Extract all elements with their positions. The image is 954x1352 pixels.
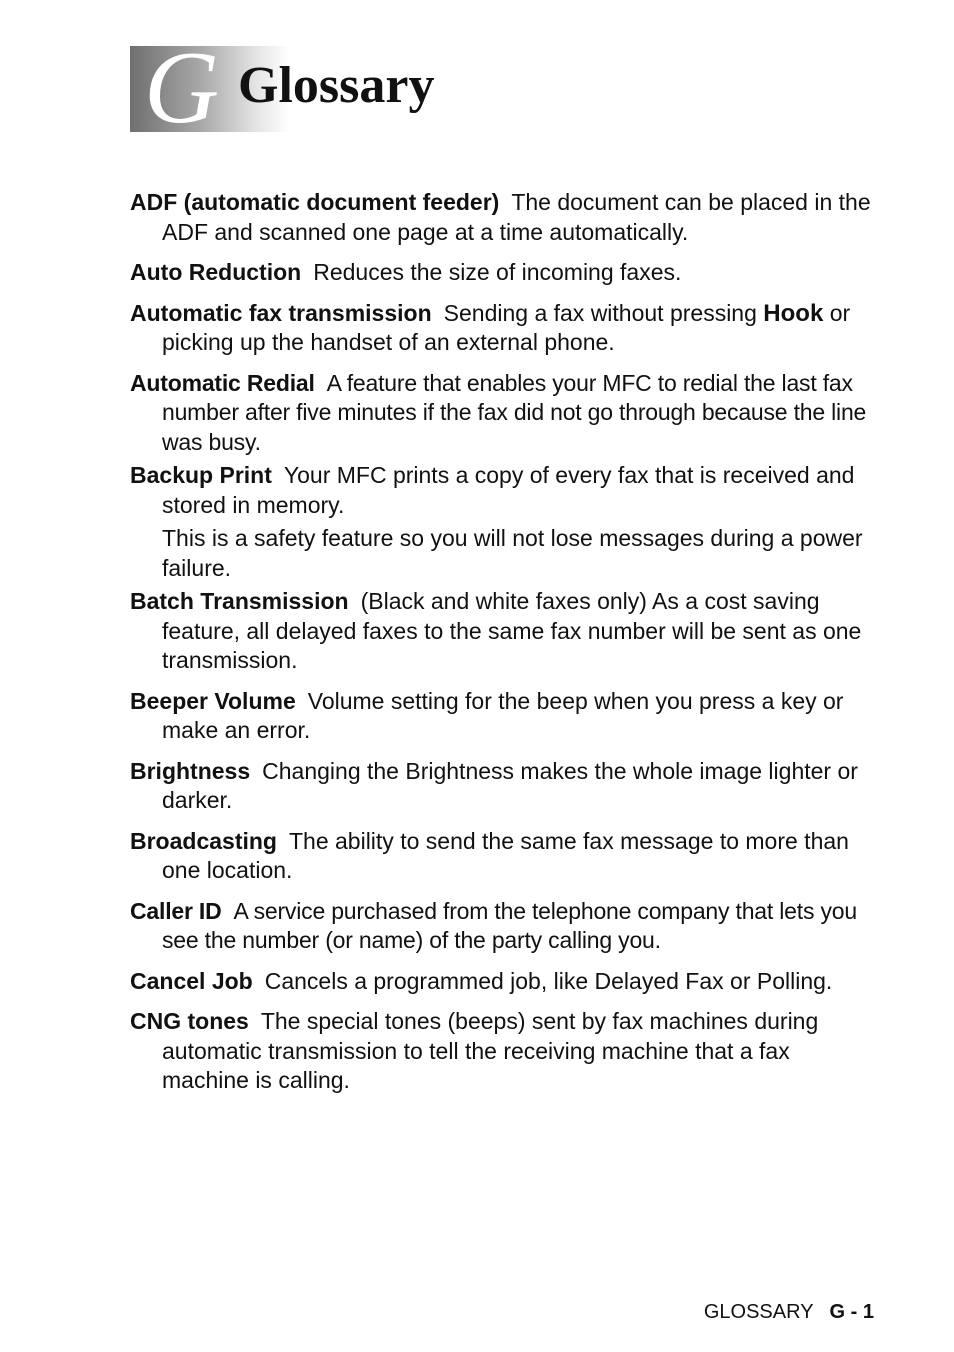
- glossary-entry-cng-tones: [130, 1007, 878, 1096]
- glossary-term: ADF (automatic document feeder): [130, 189, 500, 215]
- glossary-term: CNG tones: [130, 1008, 249, 1034]
- glossary-definition: The ability to send the same fax message to more than one location.: [162, 827, 849, 883]
- glossary-entry-batch-transmission: [130, 587, 878, 676]
- footer-section-label: GLOSSARY: [703, 1301, 814, 1323]
- glossary-definition: A service purchased from the telephone company that lets you see the number (or name) of the party calling you.: [162, 897, 857, 953]
- glossary-definition: Reduces the size of incoming faxes.: [313, 259, 682, 285]
- glossary-entry-backup-print-note: This is a safety feature so you will not lose messages during a power failure.: [162, 525, 863, 581]
- glossary-definition: Cancels a programmed job, like Delayed Fax or Polling.: [264, 967, 833, 994]
- glossary-entry-caller-id: [130, 897, 878, 956]
- chapter-header: [130, 46, 550, 134]
- glossary-definition: The special tones (beeps) sent by fax machines during automatic transmission to tell the receiving machine that a fax machine is calling.: [162, 1008, 819, 1093]
- glossary-entry-adf: [130, 188, 878, 247]
- glossary-definition: Volume setting for the beep when you press a key or make an error.: [162, 687, 844, 743]
- chapter-letter: G: [144, 46, 220, 132]
- glossary-term: Automatic Redial: [130, 369, 315, 396]
- glossary-term: Automatic fax transmission: [130, 299, 432, 326]
- glossary-definition: Changing the Brightness makes the whole image lighter or darker.: [162, 757, 858, 813]
- glossary-term: Cancel Job: [130, 967, 253, 994]
- glossary-entry-brightness: [130, 757, 878, 816]
- glossary-definition: (Black and white faxes only) As a cost saving feature, all delayed faxes to the same fax number will be sent as one transmission.: [162, 588, 862, 673]
- glossary-entry-backup-print: [130, 461, 878, 520]
- glossary-term: Beeper Volume: [130, 687, 296, 714]
- glossary-term: Auto Reduction: [130, 259, 302, 285]
- glossary-term: Batch Transmission: [130, 588, 349, 614]
- glossary-definition: Sending a fax without pressing: [443, 299, 757, 326]
- glossary-definition: Your MFC prints a copy of every fax that is received and stored in memory.: [162, 462, 855, 518]
- glossary-entry-automatic-fax-transmission: [130, 299, 878, 358]
- glossary-list: [130, 188, 878, 1107]
- page-number: G - 1: [829, 1301, 874, 1323]
- glossary-term: Broadcasting: [130, 827, 277, 854]
- glossary-entry-broadcasting: [130, 827, 878, 886]
- glossary-term: Brightness: [130, 757, 251, 784]
- page-title: Glossary: [238, 57, 435, 114]
- hook-key-label: Hook: [763, 299, 824, 327]
- glossary-definition: A feature that enables your MFC to redial the last fax number after five minutes if the fax did not go through because the line was busy.: [162, 369, 867, 455]
- glossary-entry-beeper-volume: [130, 687, 878, 746]
- glossary-entry-cancel-job: [130, 967, 878, 997]
- glossary-definition: The document can be placed in the ADF and scanned one page at a time automatically.: [162, 189, 871, 245]
- glossary-entry-automatic-redial: [130, 369, 878, 458]
- glossary-term: Caller ID: [130, 897, 222, 924]
- glossary-definition-continued: or picking up the handset of an external phone.: [162, 299, 851, 355]
- glossary-term: Backup Print: [130, 462, 272, 488]
- page-footer: [704, 1298, 874, 1326]
- glossary-entry-auto-reduction: [130, 258, 878, 288]
